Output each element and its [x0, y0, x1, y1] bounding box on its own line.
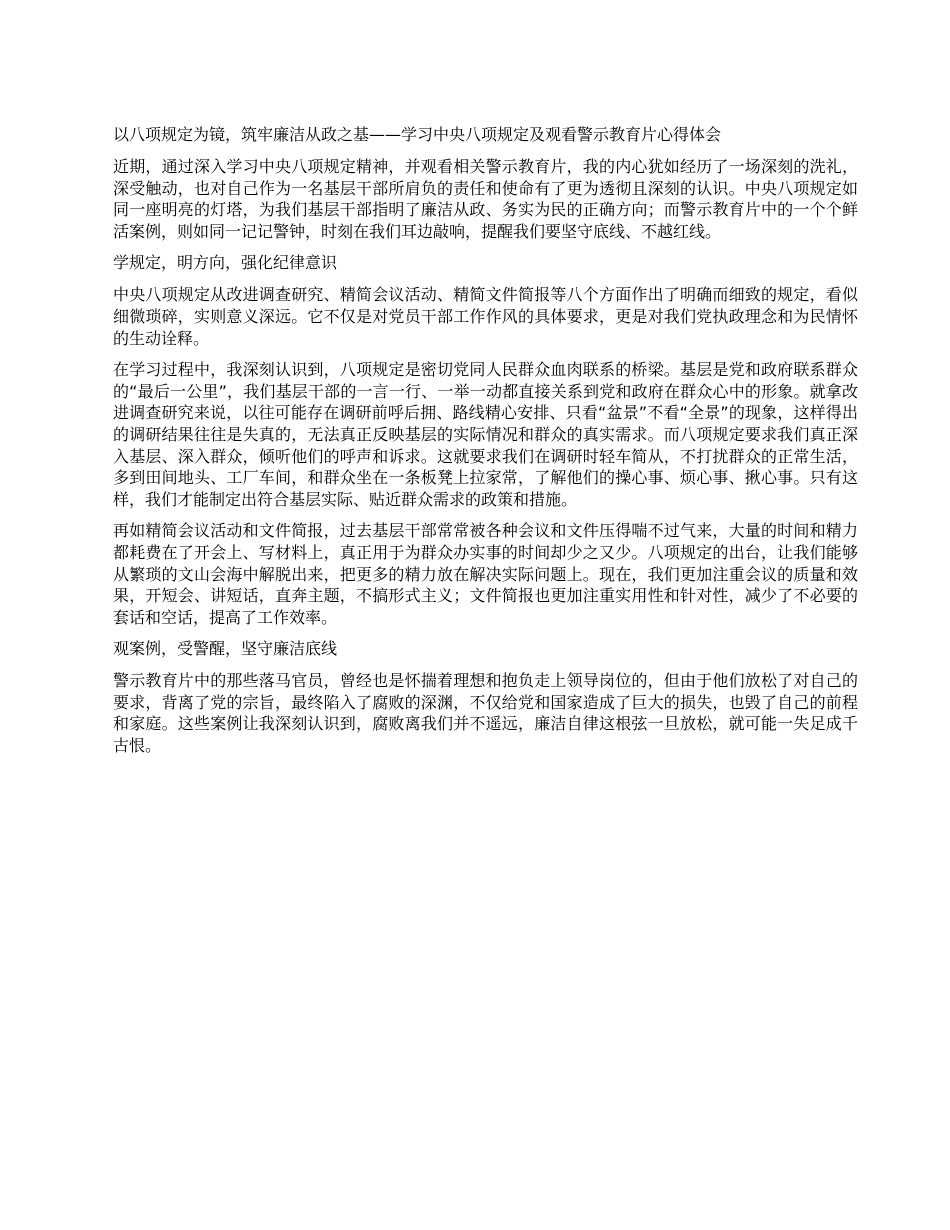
section-heading-cases: 观案例，受警醒，坚守廉洁底线 — [113, 639, 338, 659]
section-heading-rules: 学规定，明方向，强化纪律意识 — [113, 253, 338, 273]
document-page — [113, 124, 858, 767]
cases-paragraph-1: 警示教育片中的那些落马官员，曾经也是怀揣着理想和抱负走上领导岗位的，但由于他们放松了对自己的要求，背离了党的宗旨，最终陷入了腐败的深渊，不仅给党和国家造成了巨大的损失，也毁了自己的前程和家庭。这些案例让我深刻认识到，腐败离我们并不遥远，廉洁自律这根弦一旦放松，就可能一失足成千古恨。 — [113, 671, 858, 756]
rules-paragraph-1: 中央八项规定从改进调查研究、精简会议活动、精简文件简报等八个方面作出了明确而细致的规定，看似细微琐碎，实则意义深远。它不仅是对党员干部工作作风的具体要求，更是对我们党执政理念和为民情怀的生动诠释。 — [113, 285, 858, 348]
rules-paragraph-3: 再如精简会议活动和文件简报，过去基层干部常常被各种会议和文件压得喘不过气来，大量的时间和精力都耗费在了开会上、写材料上，真正用于为群众办实事的时间却少之又少。八项规定的出台，让我们能够从繁琐的文山会海中解脱出来，把更多的精力放在解决实际问题上。现在，我们更加注重会议的质量和效果，开短会、讲短话，直奔主题，不搞形式主义；文件简报也更加注重实用性和针对性，减少了不必要的套话和空话，提高了工作效率。 — [113, 521, 858, 627]
rules-paragraph-2: 在学习过程中，我深刻认识到，八项规定是密切党同人民群众血肉联系的桥梁。基层是党和政府联系群众的“最后一公里”，我们基层干部的一言一行、一举一动都直接关系到党和政府在群众心中的形象。就拿改进调查研究来说，以往可能存在调研前呼后拥、路线精心安排、只看“盆景”不看“全景”的现象，这样得出的调研结果往往是失真的，无法真正反映基层的实际情况和群众的真实需求。而八项规定要求我们真正深入基层、深入群众，倾听他们的呼声和诉求。这就要求我们在调研时轻车简从，不打扰群众的正常生活，多到田间地头、工厂车间，和群众坐在一条板凳上拉家常，了解他们的操心事、烦心事、揪心事。只有这样，我们才能制定出符合基层实际、贴近群众需求的政策和措施。 — [113, 360, 858, 509]
document-title: 以八项规定为镜，筑牢廉洁从政之基——学习中央八项规定及观看警示教育片心得体会 — [113, 125, 722, 144]
intro-paragraph: 近期，通过深入学习中央八项规定精神，并观看相关警示教育片，我的内心犹如经历了一场深刻的洗礼，深受触动，也对自己作为一名基层干部所肩负的责任和使命有了更为透彻且深刻的认识。中央八项规定如同一座明亮的灯塔，为我们基层干部指明了廉洁从政、务实为民的正确方向；而警示教育片中的一个个鲜活案例，则如同一记记警钟，时刻在我们耳边敲响，提醒我们要坚守底线、不越红线。 — [113, 157, 858, 241]
